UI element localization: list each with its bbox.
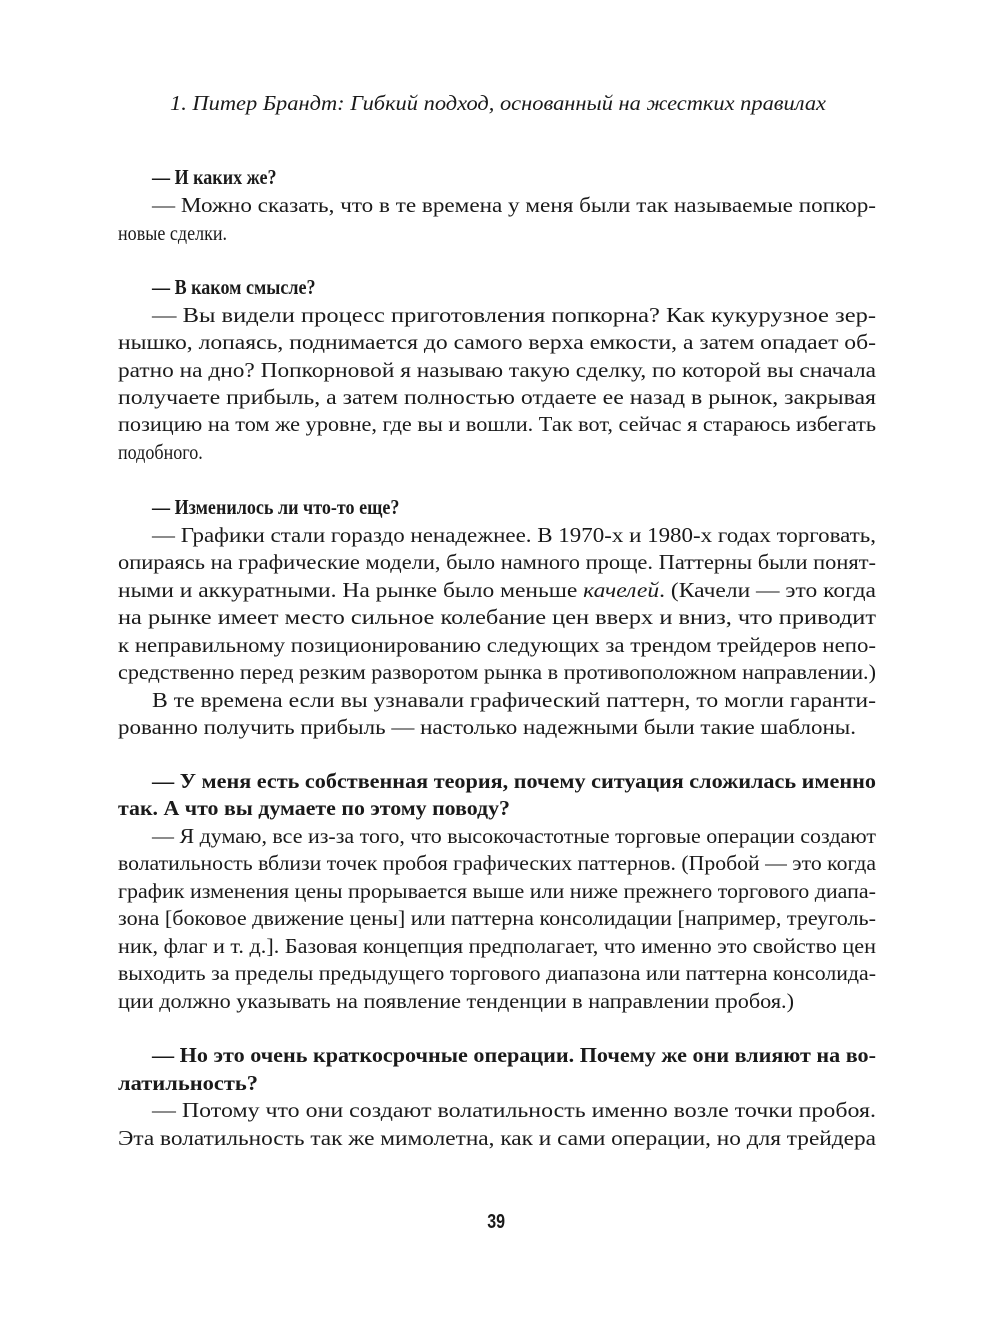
text-segment: рованно получить прибыль — настолько надежными были такие шаблоны.: [118, 715, 856, 739]
text-segment: — Я думаю, все из-за того, что высокочастотные торговые операции создают: [152, 824, 876, 848]
text-line: [118, 328, 876, 356]
text-segment: ник, флаг и т. д.]. Базовая концепция предполагает, что именно это свойство цен: [118, 934, 877, 958]
running-header: 1. Питер Брандт: Гибкий подход, основанный на жестких правилах: [170, 91, 826, 115]
text-segment: ции должно указывать на появление тенденции в направлении пробоя.): [118, 989, 794, 1013]
question-line: [152, 163, 297, 191]
text-line: [118, 904, 876, 932]
text-segment: получаете прибыль, а затем полностью отдаете ее назад в рынок, закрывая: [118, 385, 876, 409]
text-line: [118, 410, 876, 438]
text-line: [118, 932, 877, 960]
text-segment: опираясь на графические модели, было намного проще. Паттерны были понят-: [118, 550, 876, 574]
text-segment: зона [боковое движение цены] или паттерна консолидации [например, треуголь-: [118, 906, 876, 930]
question-line: [152, 273, 342, 301]
text-line: [152, 521, 876, 549]
text-segment: подобного.: [118, 440, 203, 464]
text-line: [118, 383, 876, 411]
text-segment: средственно перед резким разворотом рынка в противоположном направлении.): [118, 660, 877, 684]
text-segment: — Графики стали гораздо ненадежнее. В 1970-х и 1980-х годах торговать,: [152, 523, 876, 547]
text-line: [118, 987, 794, 1015]
text-segment: позицию на том же уровне, где вы и вошли. Так вот, сейчас я стараюсь избегать: [118, 412, 876, 436]
text-line: [152, 686, 876, 714]
text-segment: — У меня есть собственная теория, почему ситуация сложилась именно: [152, 769, 876, 793]
text-segment: — Можно сказать, что в те времена у меня были так называемые попкор-: [152, 193, 876, 217]
text-line: [118, 219, 245, 247]
text-segment: волатильность вблизи точек пробоя графических паттернов. (Пробой — это когда: [118, 851, 877, 875]
text-segment: новые сделки.: [118, 221, 228, 245]
text-segment: — И каких же?: [152, 165, 277, 189]
text-segment: к неправильному позиционированию следующих за трендом трейдеров непо-: [118, 633, 876, 657]
text-segment: — Потому что они создают волатильность именно возле точки пробоя.: [152, 1098, 876, 1122]
text-line: [118, 631, 876, 659]
text-line: [118, 438, 217, 466]
text-segment: Эта волатильность так же мимолетна, как и сами операции, но для трейдера: [118, 1126, 876, 1150]
text-line: [152, 191, 876, 219]
text-line: [152, 822, 876, 850]
text-line: [118, 713, 856, 741]
text-segment: . (Качели — это когда: [659, 578, 876, 602]
text-segment: — Изменилось ли что-то еще?: [152, 495, 400, 519]
emphasis-text: качелей: [583, 578, 660, 602]
text-segment: на рынке имеет место сильное колебание цен вверх и вниз, что приводит: [118, 605, 876, 629]
text-line: [118, 576, 876, 604]
text-line: [118, 1124, 876, 1152]
text-segment: нышко, лопаясь, поднимается до самого верха емкости, а затем опадает об-: [118, 330, 876, 354]
text-line: [152, 301, 876, 329]
text-segment: график изменения цены прорывается выше или ниже прежнего торгового диапа-: [118, 879, 877, 903]
text-segment: выходить за пределы предыдущего торгового диапазона или паттерна консолида-: [118, 961, 877, 985]
question-line: [152, 1041, 876, 1069]
text-segment: — Но это очень краткосрочные операции. Почему же они влияют на во-: [152, 1043, 876, 1067]
text-segment: — В каком смысле?: [152, 275, 316, 299]
text-segment: — Вы видели процесс приготовления попкорна? Как кукурузное зер-: [152, 303, 876, 327]
question-line: [152, 493, 440, 521]
text-line: [118, 959, 877, 987]
text-line: [152, 1096, 876, 1124]
text-line: [118, 548, 876, 576]
question-line: [118, 1069, 258, 1097]
text-line: [118, 849, 877, 877]
text-segment: ратно на дно? Попкорновой я называю такую сделку, по которой вы сначала: [118, 358, 876, 382]
text-line: [118, 603, 876, 631]
text-segment: ными и аккуратными. На рынке было меньше: [118, 578, 584, 602]
page-number: 39: [487, 1211, 505, 1233]
text-segment: латильность?: [118, 1071, 258, 1095]
question-line: [118, 794, 510, 822]
text-line: [118, 658, 877, 686]
text-line: [118, 356, 876, 384]
text-line: [118, 877, 877, 905]
text-segment: так. А что вы думаете по этому поводу?: [118, 796, 510, 820]
question-line: [152, 767, 876, 795]
text-segment: В те времена если вы узнавали графический паттерн, то могли гаранти-: [152, 688, 876, 712]
